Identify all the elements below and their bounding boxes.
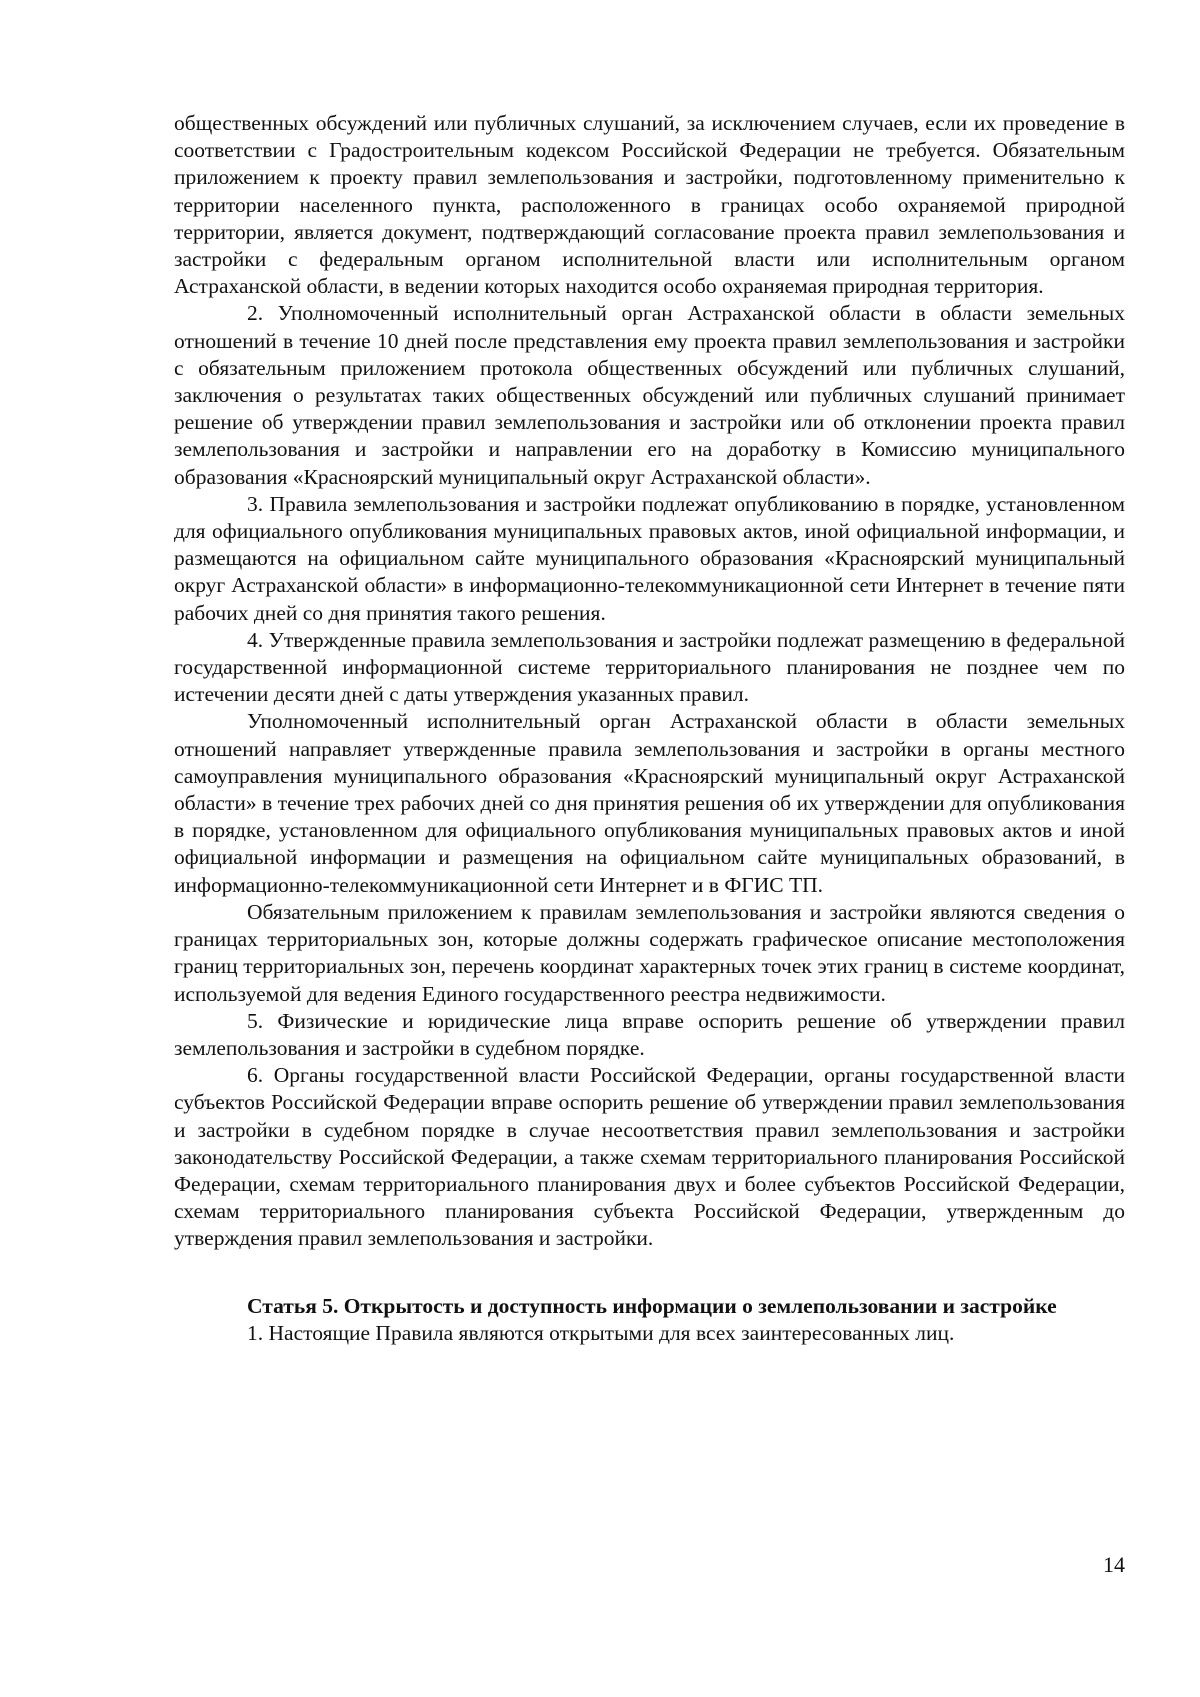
article-heading: Статья 5. Открытость и доступность информации о землепользовании и застройке xyxy=(247,1293,1057,1318)
paragraph-item-6: 6. Органы государственной власти Российской Федерации, органы государственной власти субъектов Российской Федерации вправе оспорить решение об утверждении правил землепользования и застройки в судебном порядке в случае несоответствия правил землепользования и застройки законодательству Российской Федерации, а также схемам территориального планирования Российской Федерации, схемам территориального планирования двух и более субъектов Российской Федерации, схемам территориального планирования субъекта Российской Федерации, утвержденным до утверждения правил землепользования и застройки. xyxy=(174,1063,1125,1251)
paragraph-item-3: 3. Правила землепользования и застройки подлежат опубликованию в порядке, установленном для официального опубликования муниципальных правовых актов, иной официальной информации, и размещаются на официальном сайте муниципального образования «Красноярский муниципальный округ Астраханской области» в информационно-телекоммуникационной сети Интернет в течение пяти рабочих дней со дня принятия такого решения. xyxy=(174,491,1125,625)
article-paragraph-1: 1. Настоящие Правила являются открытыми для всех заинтересованных лиц. xyxy=(247,1320,955,1345)
page-number: 14 xyxy=(1103,1552,1125,1577)
paragraph-item-4-authority: Уполномоченный исполнительный орган Астраханской области в области земельных отношений направляет утвержденные правила землепользования и застройки в органы местного самоуправления муниципального образования «Красноярский муниципальный округ Астраханской области» в течение трех рабочих дней со дня принятия решения об их утверждении для опубликования в порядке, установленном для официального опубликования муниципальных правовых актов и иной официальной информации и размещения на официальном сайте муниципальных образований, в информационно-телекоммуникационной сети Интернет и в ФГИС ТП. xyxy=(174,709,1125,897)
document-body xyxy=(174,110,1125,1347)
paragraph-continuation: общественных обсуждений или публичных слушаний, за исключением случаев, если их проведение в соответствии с Градостроительным кодексом Российской Федерации не требуется. Обязательным приложением к проекту правил землепользования и застройки, подготовленному применительно к территории населенного пункта, расположенного в границах особо охраняемой природной территории, является документ, подтверждающий согласование проекта правил землепользования и застройки с федеральным органом исполнительной власти или исполнительным органом Астраханской области, в ведении которых находится особо охраняемая природная территория. xyxy=(174,111,1125,299)
paragraph-item-4: 4. Утвержденные правила землепользования и застройки подлежат размещению в федеральной государственной информационной системе территориального планирования не позднее чем по истечении десяти дней с даты утверждения указанных правил. xyxy=(174,627,1125,707)
paragraph-item-5: 5. Физические и юридические лица вправе оспорить решение об утверждении правил землепользования и застройки в судебном порядке. xyxy=(174,1008,1125,1060)
paragraph-item-4-annex: Обязательным приложением к правилам землепользования и застройки являются сведения о границах территориальных зон, которые должны содержать графическое описание местоположения границ территориальных зон, перечень координат характерных точек этих границ в системе координат, используемой для ведения Единого государственного реестра недвижимости. xyxy=(174,899,1125,1006)
paragraph-item-2: 2. Уполномоченный исполнительный орган Астраханской области в области земельных отношений в течение 10 дней после представления ему проекта правил землепользования и застройки с обязательным приложением протокола общественных обсуждений или публичных слушаний, заключения о результатах таких общественных обсуждений или публичных слушаний принимает решение об утверждении правил землепользования и застройки или об отклонении проекта правил землепользования и застройки и направлении его на доработку в Комиссию муниципального образования «Красноярский муниципальный округ Астраханской области». xyxy=(174,301,1125,489)
